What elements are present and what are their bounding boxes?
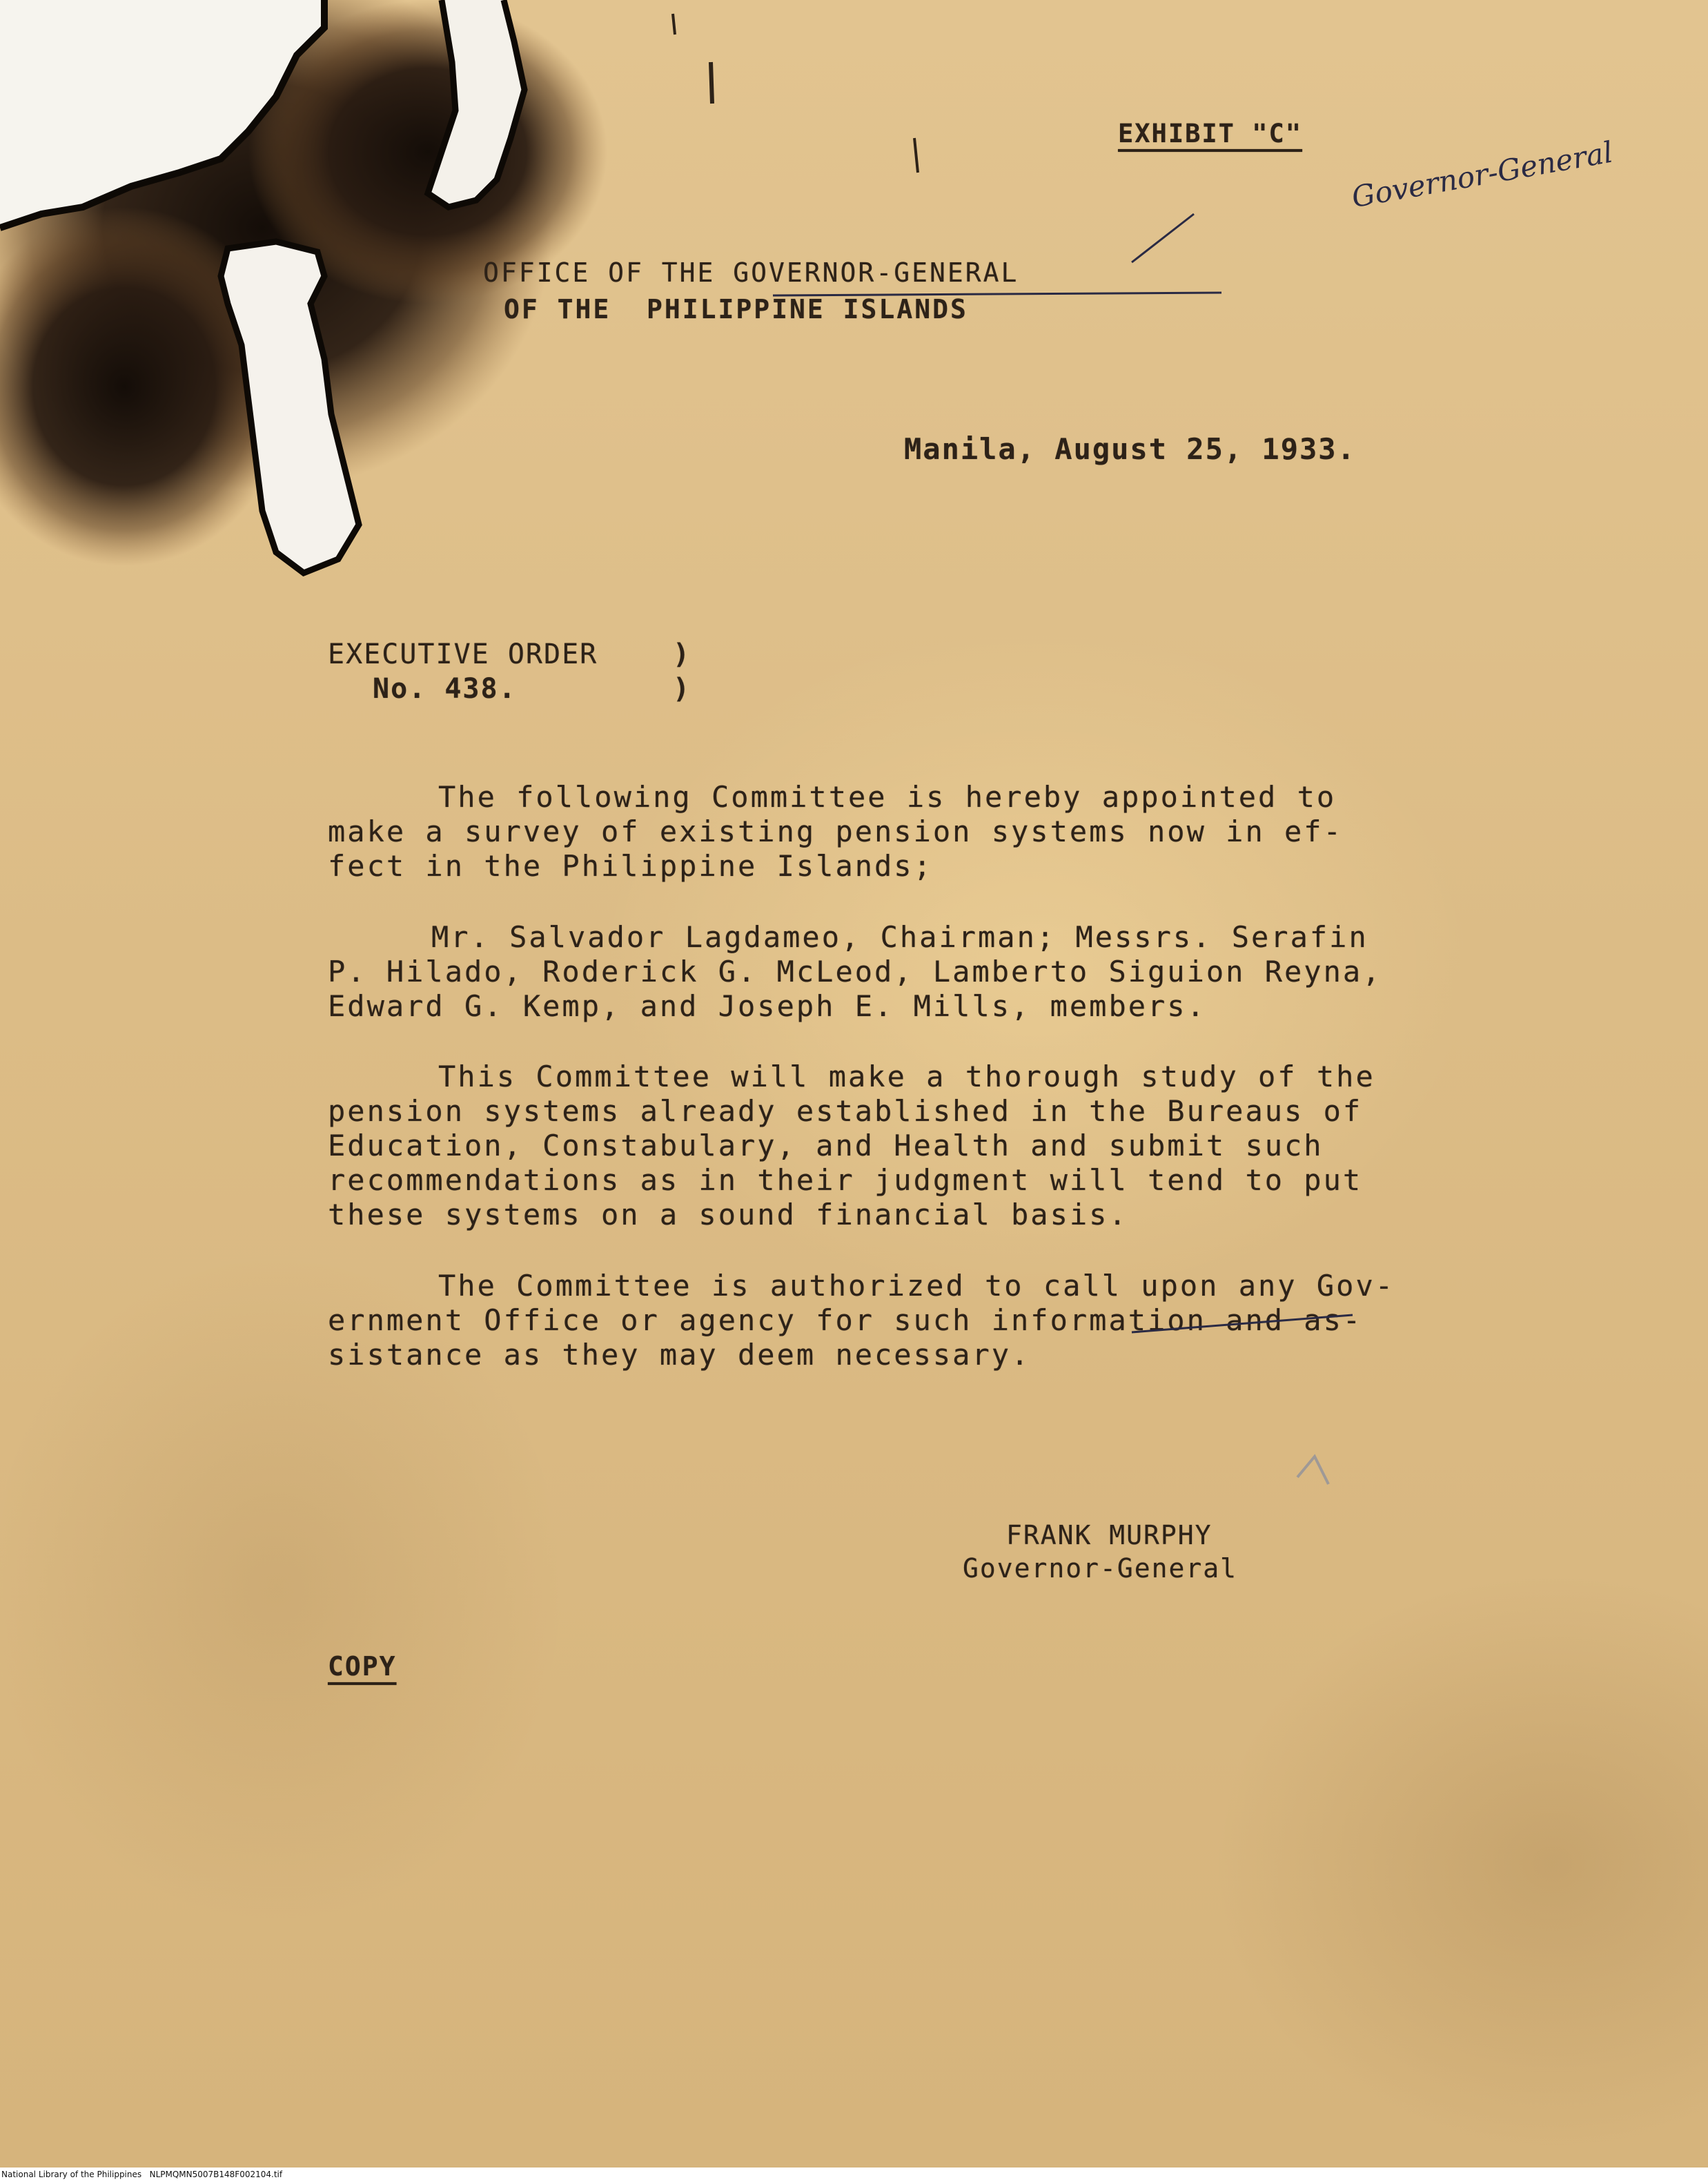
paragraph-1-line-3: fect in the Philippine Islands; [328, 849, 933, 883]
file-name: NLPMQMN5007B148F002104.tif [149, 2170, 283, 2179]
paragraph-4-line-2: ernment Office or agency for such information and as- [328, 1303, 1363, 1337]
paragraph-2-line-1: Mr. Salvador Lagdameo, Chairman; Messrs. Serafin [431, 920, 1368, 954]
executive-order-number: No. 438. [373, 673, 517, 705]
paragraph-3-line-4: recommendations as in their judgment will tend to put [328, 1163, 1363, 1197]
letterhead-line-1: OFFICE OF THE GOVERNOR-GENERAL [483, 257, 1019, 288]
archive-label: National Library of the Philippines [1, 2170, 142, 2179]
letterhead-line-2: OF THE PHILIPPINE ISLANDS [504, 294, 968, 324]
paragraph-3-line-3: Education, Constabulary, and Health and submit such [328, 1129, 1324, 1162]
paragraph-3-line-5: these systems on a sound financial basis. [328, 1198, 1128, 1231]
executive-order-title: EXECUTIVE ORDER [328, 639, 598, 670]
signatory-title: Governor-General [963, 1553, 1238, 1584]
paragraph-4-line-3: sistance as they may deem necessary. [328, 1338, 1031, 1372]
handwritten-annotation: Governor-General [1349, 135, 1616, 215]
signatory-name: FRANK MURPHY [1006, 1520, 1213, 1550]
paragraph-4-line-1: The Committee is authorized to call upon any Gov- [438, 1269, 1395, 1303]
paragraph-2-line-2: P. Hilado, Roderick G. McLeod, Lamberto Siguion Reyna, [328, 955, 1382, 988]
date-line: Manila, August 25, 1933. [904, 432, 1356, 466]
archive-footer-text [1, 2170, 282, 2179]
paragraph-3-line-1: This Committee will make a thorough study of the [438, 1060, 1375, 1093]
exhibit-label: EXHIBIT "C" [1118, 119, 1303, 148]
bracket-mark: ) [673, 673, 690, 705]
paragraph-1-line-1: The following Committee is hereby appointed to [438, 780, 1337, 814]
paragraph-1-line-2: make a survey of existing pension systems now in ef- [328, 815, 1343, 848]
paragraph-2-line-3: Edward G. Kemp, and Joseph E. Mills, members. [328, 989, 1206, 1023]
bracket-mark: ) [673, 639, 690, 670]
paragraph-3-line-2: pension systems already established in the Bureaus of [328, 1094, 1363, 1128]
copy-label: COPY [328, 1651, 397, 1682]
